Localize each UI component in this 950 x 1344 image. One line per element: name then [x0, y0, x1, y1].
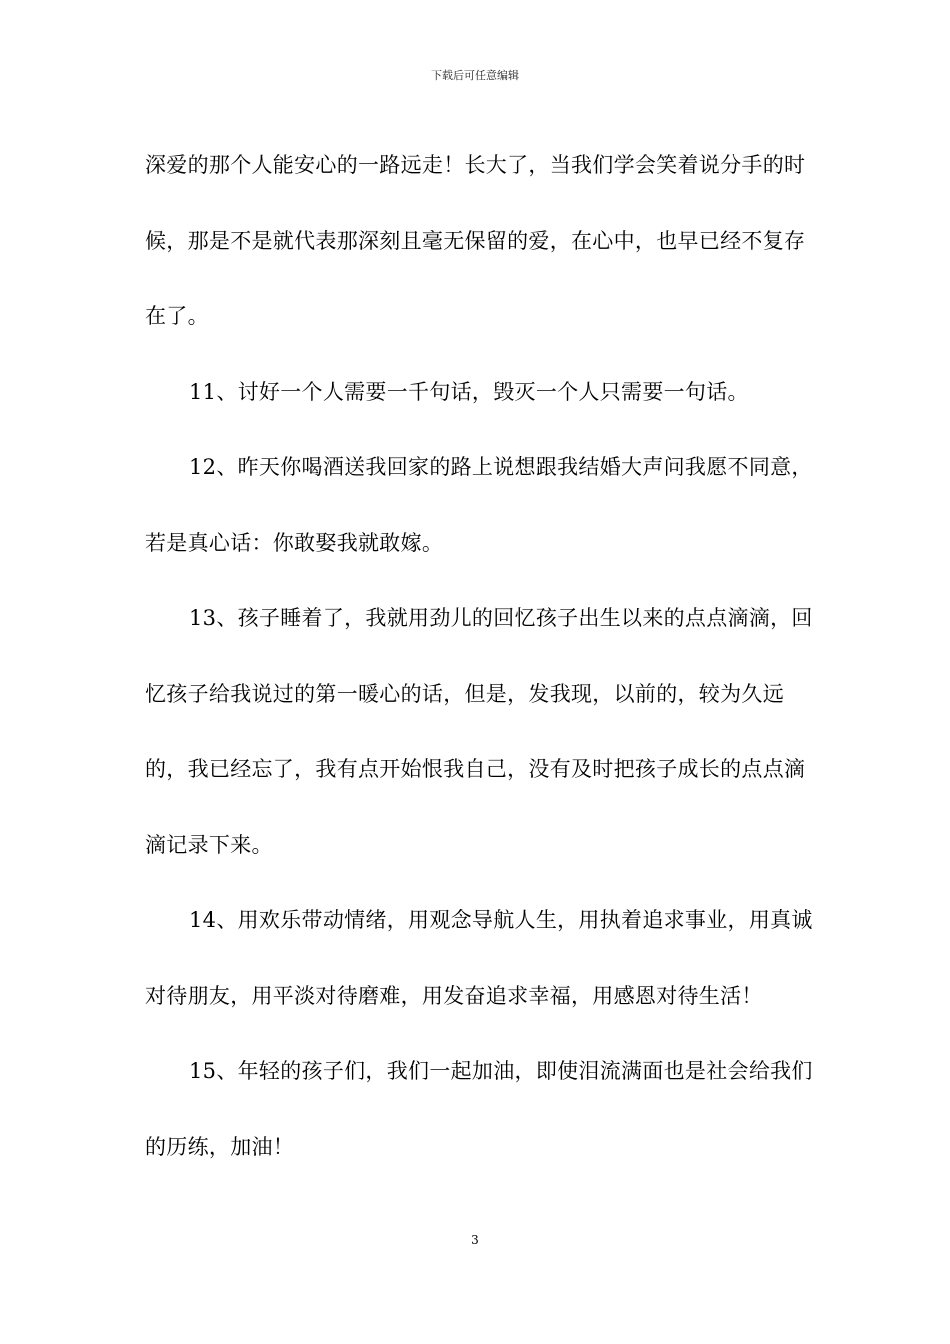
paragraph-continuation: 深爱的那个人能安心的一路远走！长大了，当我们学会笑着说分手的时候，那是不是就代表那深刻且毫无保留的爱，在心中，也早已经不复存在了。 [145, 153, 806, 328]
paragraph-item-15: 15、年轻的孩子们，我们一起加油，即使泪流满面也是社会给我们的历练，加油！ [145, 1059, 813, 1159]
paragraph-item-11: 11、讨好一个人需要一千句话，毁灭一个人只需要一句话。 [189, 379, 749, 404]
document-body [145, 128, 815, 1185]
page-header: 下载后可任意编辑 [431, 69, 519, 82]
paragraph-item-12: 12、昨天你喝酒送我回家的路上说想跟我结婚大声问我愿不同意，若是真心话：你敢娶我就敢嫁。 [145, 455, 813, 555]
paragraph-item-13: 13、孩子睡着了，我就用劲儿的回忆孩子出生以来的点点滴滴，回忆孩子给我说过的第一暖心的话，但是，发我现，以前的，较为久远的，我已经忘了，我有点开始恨我自己，没有及时把孩子成长的点点滴滴记录下来。 [145, 606, 813, 857]
paragraph-item-14: 14、用欢乐带动情绪，用观念导航人生，用执着追求事业，用真诚对待朋友，用平淡对待磨难，用发奋追求幸福，用感恩对待生活！ [145, 908, 813, 1008]
page-number: 3 [471, 1233, 479, 1247]
